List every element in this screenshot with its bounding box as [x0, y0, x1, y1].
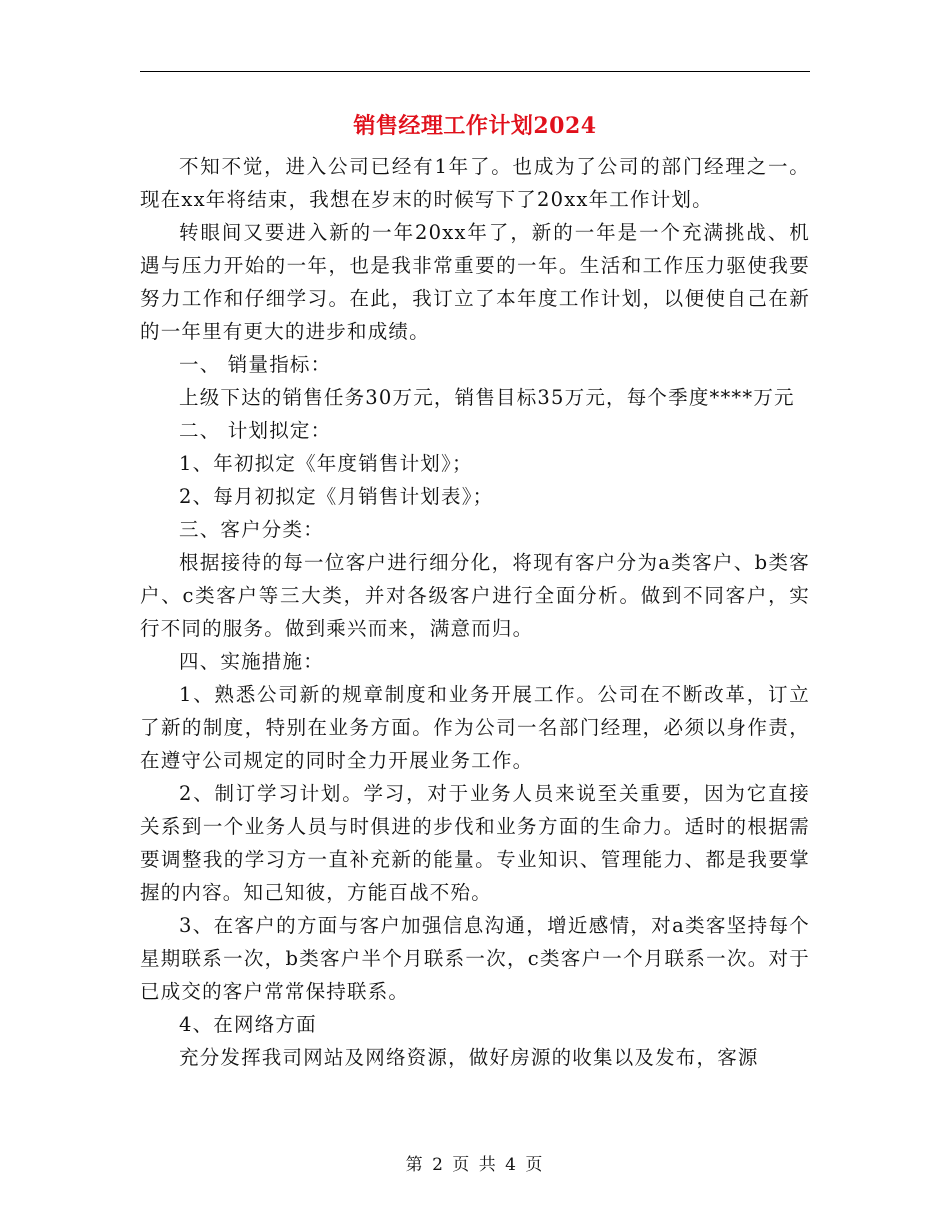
list-item-measure-2: 2、制订学习计划。学习，对于业务人员来说至关重要，因为它直接关系到一个业务人员与时俱进的步伐和业务方面的生命力。适时的根据需要调整我的学习方一直补充新的能量。专业知识、管理能力、都是我要掌握的内容。知己知彼，方能百战不殆。 [140, 782, 810, 904]
document-body [140, 150, 810, 1074]
paragraph-new-year: 转眼间又要进入新的一年20xx年了，新的一年是一个充满挑战、机遇与压力开始的一年，也是我非常重要的一年。生活和工作压力驱使我要努力工作和仔细学习。在此，我订立了本年度工作计划，以便使自己在新的一年里有更大的进步和成绩。 [140, 221, 810, 343]
list-item-monthly-plan: 2、每月初拟定《月销售计划表》； [179, 485, 494, 508]
section-heading-customer-classification: 三、客户分类： [179, 518, 324, 541]
paragraph-intro: 不知不觉，进入公司已经有1年了。也成为了公司的部门经理之一。现在xx年将结束，我想在岁末的时候写下了20xx年工作计划。 [140, 155, 810, 211]
paragraph-network: 充分发挥我司网站及网络资源，做好房源的收集以及发布，客源 [179, 1046, 759, 1069]
section-heading-sales-target: 一、 销量指标： [179, 353, 332, 376]
section-heading-planning: 二、 计划拟定： [179, 419, 332, 442]
section-heading-measures: 四、实施措施： [179, 650, 324, 673]
list-item-measure-1: 1、熟悉公司新的规章制度和业务开展工作。公司在不断改革，订立了新的制度，特别在业务方面。作为公司一名部门经理，必须以身作责，在遵守公司规定的同时全力开展业务工作。 [140, 683, 810, 772]
list-item-measure-3: 3、在客户的方面与客户加强信息沟通，增近感情，对a类客坚持每个星期联系一次，b类客户半个月联系一次，c类客户一个月联系一次。对于已成交的客户常常保持联系。 [140, 914, 810, 1003]
list-item-annual-plan: 1、年初拟定《年度销售计划》； [179, 452, 473, 475]
header-rule [140, 71, 810, 72]
page-footer: 第 2 页 共 4 页 [405, 1155, 545, 1175]
paragraph-sales-target: 上级下达的销售任务30万元，销售目标35万元，每个季度****万元 [179, 386, 795, 409]
document-title: 销售经理工作计划2024 [353, 113, 597, 139]
paragraph-customer-classification: 根据接待的每一位客户进行细分化，将现有客户分为a类客户、b类客户、c类客户等三大类，并对各级客户进行全面分析。做到不同客户，实行不同的服务。做到乘兴而来，满意而归。 [140, 551, 810, 640]
list-item-measure-4: 4、在网络方面 [179, 1013, 317, 1036]
